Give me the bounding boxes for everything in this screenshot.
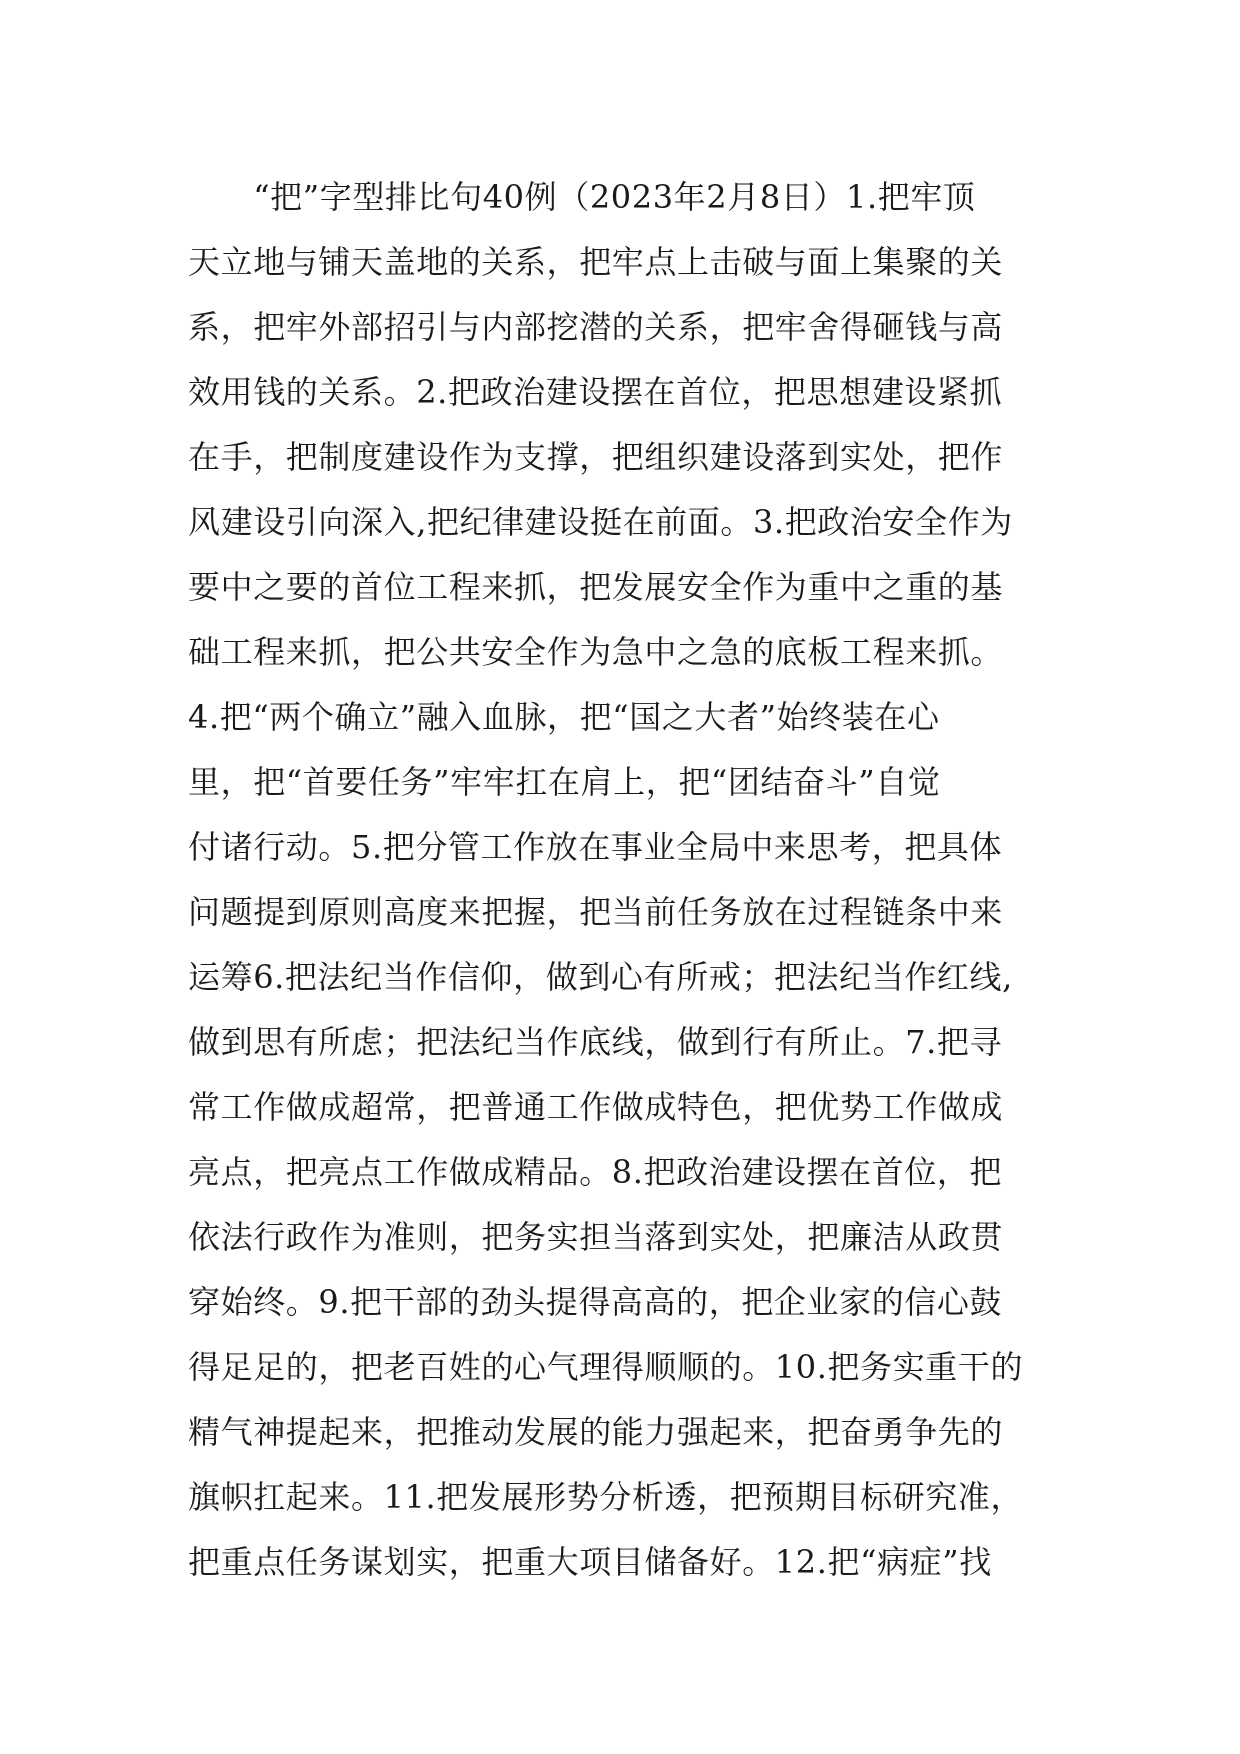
text-line-22: 把重点任务谋划实，把重大项目储备好。12.把“病症”找 — [188, 1543, 992, 1581]
text-line-6: 风建设引向深入,把纪律建设挺在前面。3.把政治安全作为 — [188, 503, 1013, 541]
text-line-9: 4.把“两个确立”融入血脉，把“国之大者”始终装在心 — [188, 698, 940, 736]
body-paragraph — [188, 165, 1058, 1595]
text-line-5: 在手，把制度建设作为支撑，把组织建设落到实处，把作 — [188, 438, 1004, 476]
text-line-1: “把”字型排比句40例（2023年2月8日）1.把牢顶 — [188, 178, 976, 216]
text-line-12: 问题提到原则高度来把握，把当前任务放在过程链条中来 — [188, 893, 1004, 931]
text-line-18: 穿始终。9.把干部的劲头提得高高的，把企业家的信心鼓 — [188, 1283, 1003, 1321]
text-line-16: 亮点，把亮点工作做成精品。8.把政治建设摆在首位，把 — [188, 1153, 1003, 1191]
text-line-11: 付诸行动。5.把分管工作放在事业全局中来思考，把具体 — [188, 828, 1003, 866]
text-line-3: 系，把牢外部招引与内部挖潜的关系，把牢舍得砸钱与高 — [188, 308, 1004, 346]
text-line-21: 旗帜扛起来。11.把发展形势分析透，把预期目标研究准， — [188, 1478, 1024, 1516]
text-line-8: 础工程来抓，把公共安全作为急中之急的底板工程来抓。 — [188, 633, 1004, 671]
text-line-14: 做到思有所虑；把法纪当作底线，做到行有所止。7.把寻 — [188, 1023, 1003, 1061]
text-line-13: 运筹6.把法纪当作信仰，做到心有所戒；把法纪当作红线, — [188, 958, 1013, 996]
text-line-2: 天立地与铺天盖地的关系，把牢点上击破与面上集聚的关 — [188, 243, 1004, 281]
text-line-4: 效用钱的关系。2.把政治建设摆在首位，把思想建设紧抓 — [188, 373, 1003, 411]
text-line-10: 里，把“首要任务”牢牢扛在肩上，把“团结奋斗”自觉 — [188, 763, 941, 801]
text-line-7: 要中之要的首位工程来抓，把发展安全作为重中之重的基 — [188, 568, 1004, 606]
text-line-17: 依法行政作为准则，把务实担当落到实处，把廉洁从政贯 — [188, 1218, 1004, 1256]
text-line-15: 常工作做成超常，把普通工作做成特色，把优势工作做成 — [188, 1088, 1004, 1126]
text-line-20: 精气神提起来，把推动发展的能力强起来，把奋勇争先的 — [188, 1413, 1004, 1451]
text-line-19: 得足足的，把老百姓的心气理得顺顺的。10.把务实重干的 — [188, 1348, 1024, 1386]
